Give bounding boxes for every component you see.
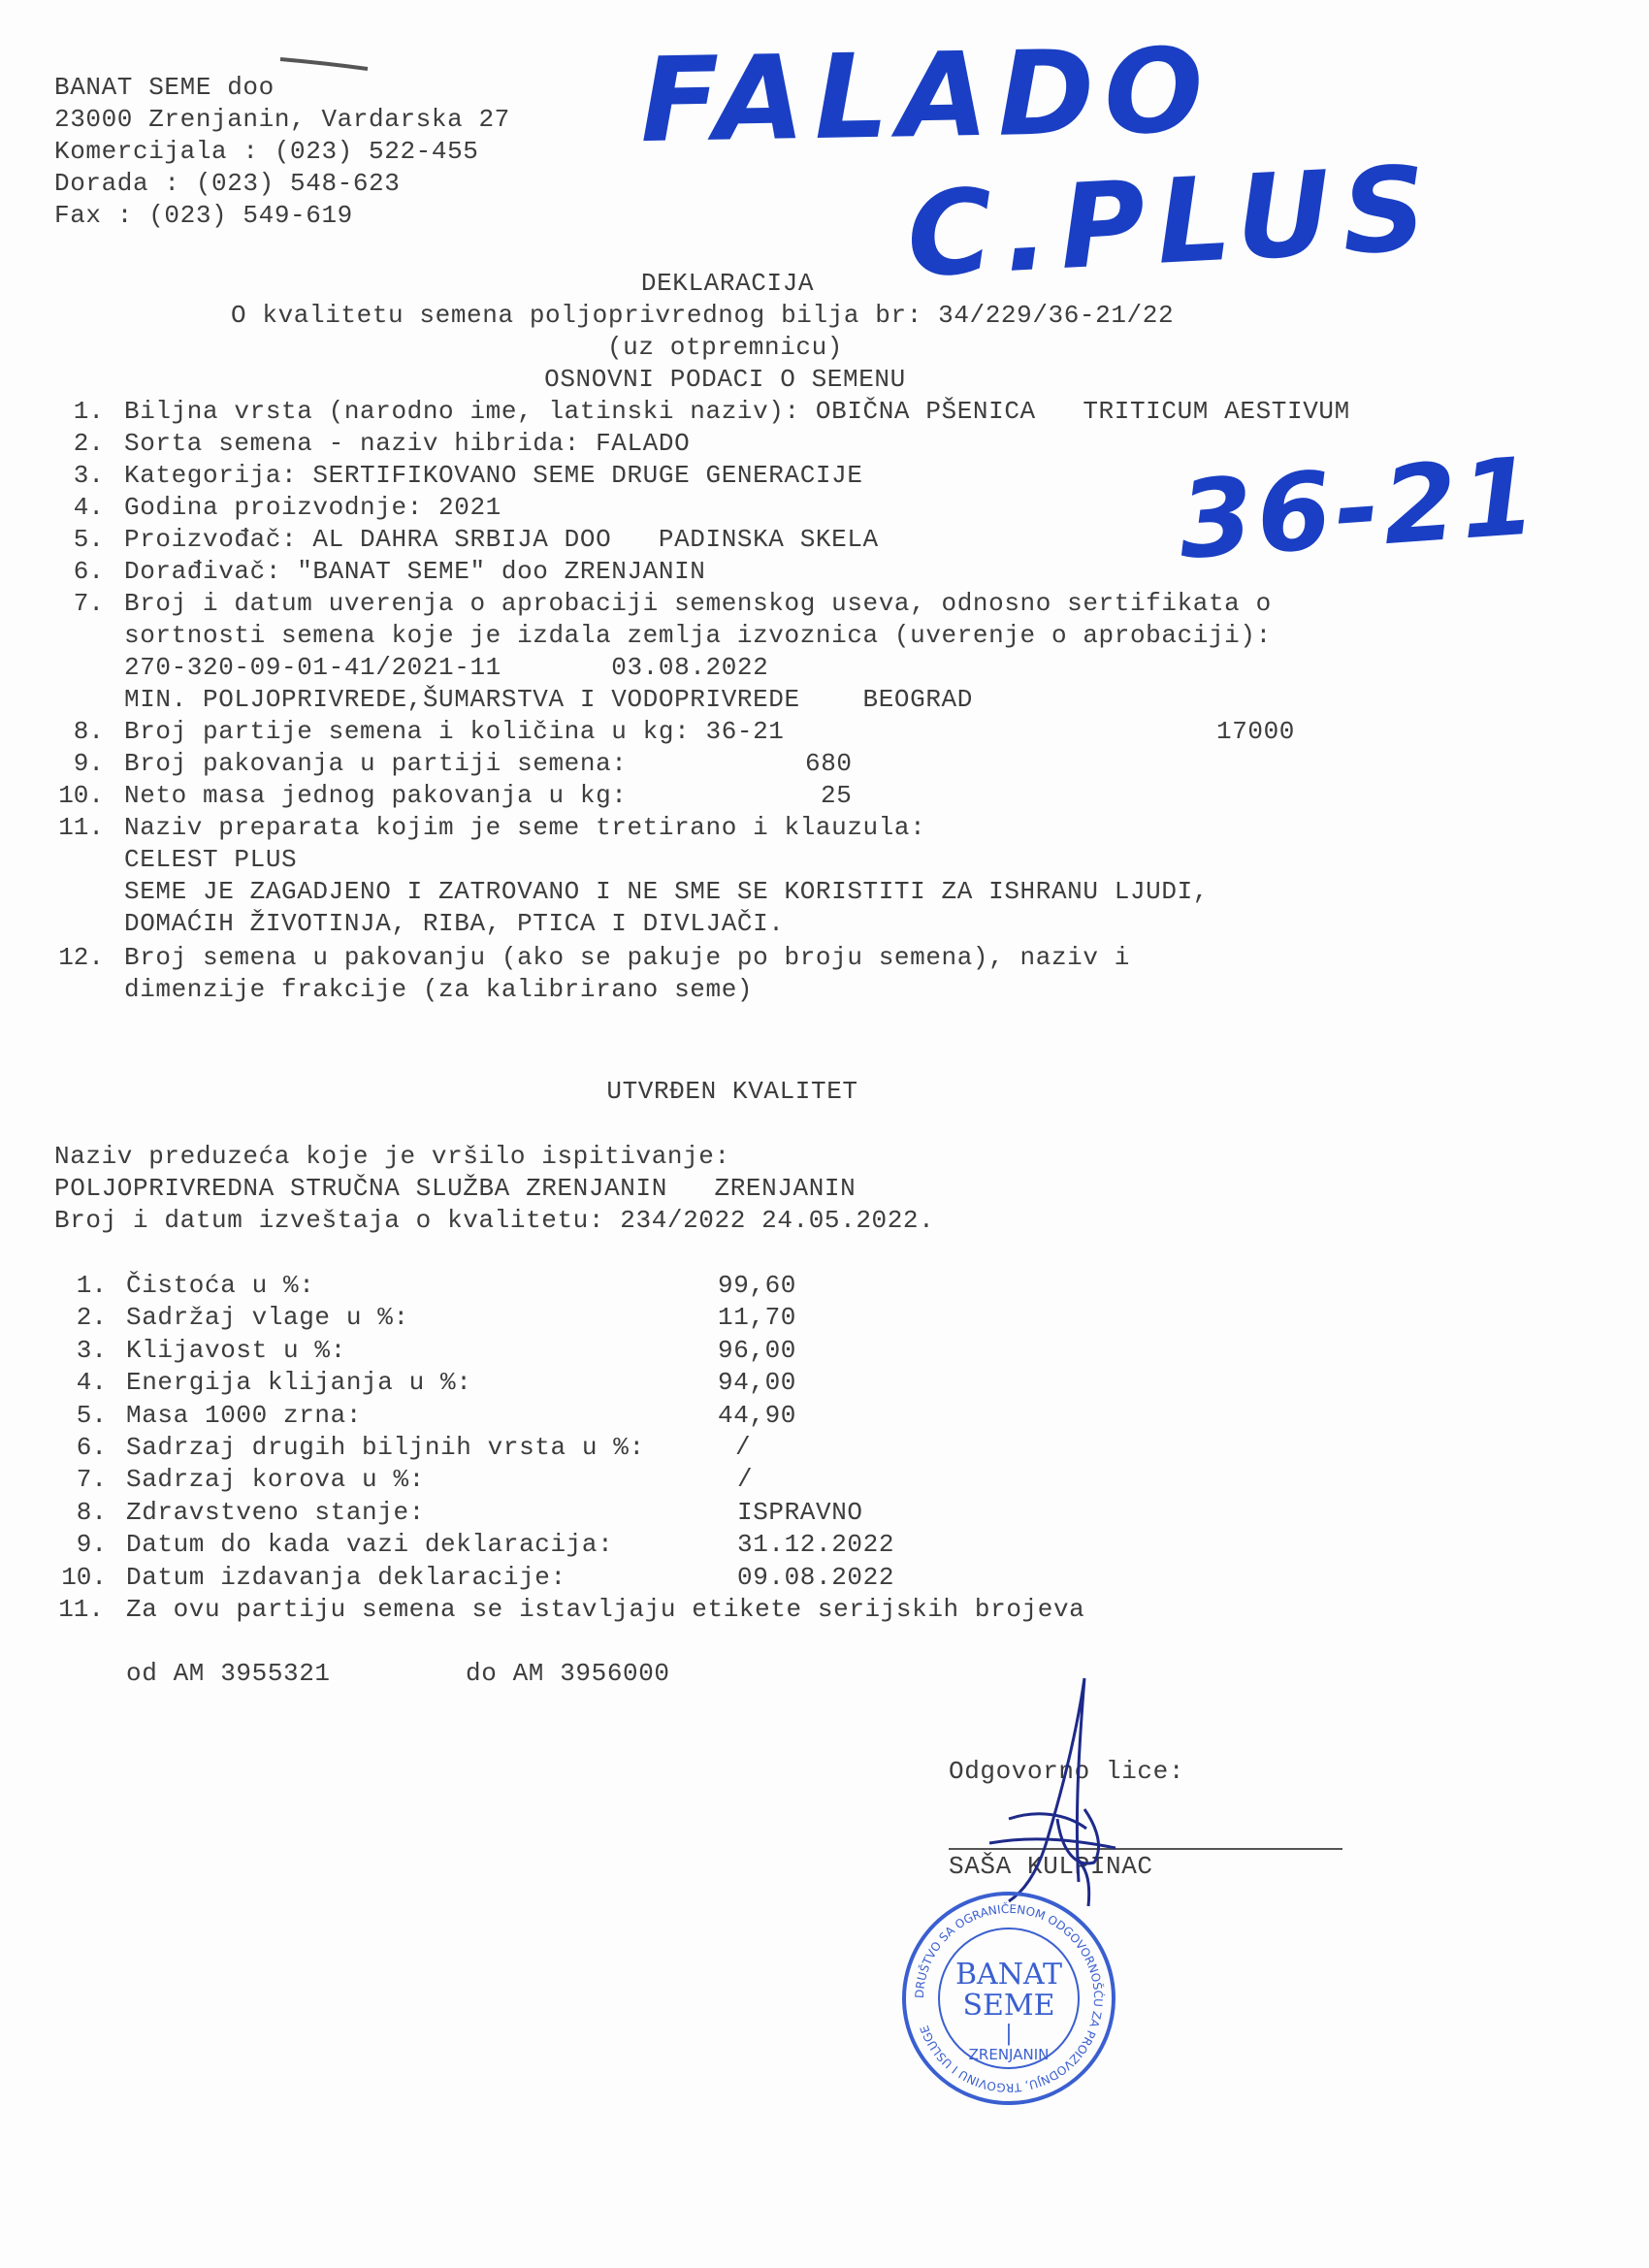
item-number: 4.	[73, 493, 104, 522]
quality-item-label: Čistoća u %:	[126, 1271, 315, 1300]
quality-item-label: Sadrzaj korova u %:	[126, 1465, 425, 1494]
item-number: 5.	[73, 525, 104, 554]
item-number: 10.	[58, 781, 104, 810]
item-processor: Dorađivač: "BANAT SEME" doo ZRENJANIN	[124, 557, 706, 586]
item-package-count: 680	[805, 749, 853, 778]
fax-number: Fax : (023) 549-619	[54, 201, 353, 230]
stamp-center-line3: |	[1005, 2022, 1013, 2046]
report-reference: Broj i datum izveštaja o kvalitetu: 234/2022 24.05.2022.	[54, 1206, 935, 1235]
quality-item-value: 31.12.2022	[737, 1530, 895, 1559]
quality-item-value: 99,60	[718, 1271, 797, 1300]
item-production-year: Godina proizvodnje: 2021	[124, 493, 501, 522]
quality-item-label: Datum do kada vazi deklaracija:	[126, 1530, 614, 1559]
item-number: 12.	[58, 943, 104, 972]
quality-item-label: Sadržaj vlage u %:	[126, 1303, 409, 1332]
quality-item-number: 3.	[76, 1336, 107, 1365]
item-number: 8.	[73, 717, 104, 746]
stamp-center-line1: BANAT	[955, 1958, 1062, 1992]
lab-name: POLJOPRIVREDNA STRUČNA SLUŽBA ZRENJANIN ZRENJANIN	[54, 1174, 857, 1203]
company-stamp	[897, 1887, 1120, 2110]
item-number: 11.	[58, 813, 104, 842]
item-treatment-label: Naziv preparata kojim je seme tretirano i klauzula:	[124, 813, 926, 842]
handwritten-variety: FALADO	[638, 23, 1214, 170]
stamp-city: ZRENJANIN	[968, 2046, 1050, 2063]
item-seed-count-line1: Broj semena u pakovanju (ako se pakuje po broju semena), naziv i	[124, 943, 1130, 972]
document-note: (uz otpremnicu)	[606, 333, 844, 362]
handwritten-signature	[970, 1673, 1145, 1916]
handwritten-lot-number: 36-21	[1174, 434, 1543, 583]
quality-item-number: 1.	[76, 1271, 107, 1300]
quality-item-value: 94,00	[718, 1368, 797, 1397]
stamp-center-line2: SEME	[962, 1989, 1055, 2023]
quality-item-label: Sadrzaj drugih biljnih vrsta u %:	[126, 1433, 645, 1462]
document-title: DEKLARACIJA	[640, 269, 815, 298]
item-number: 7.	[73, 589, 104, 618]
item-approval-line1: Broj i datum uverenja o aprobaciji semenskog useva, odnosno sertifikata o	[124, 589, 1272, 618]
item-number: 3.	[73, 461, 104, 490]
quality-item-number: 2.	[76, 1303, 107, 1332]
serial-labels-statement: Za ovu partiju semena se istavljaju etikete serijskih brojeva	[126, 1595, 1085, 1624]
item-number: 11.	[58, 1595, 104, 1624]
item-number: 2.	[73, 429, 104, 458]
quality-item-value: /	[737, 1465, 754, 1494]
quality-item-value: /	[735, 1433, 752, 1462]
quality-item-value: 11,70	[718, 1303, 797, 1332]
item-variety: Sorta semena - naziv hibrida: FALADO	[124, 429, 691, 458]
quality-item-label: Zdravstveno stanje:	[126, 1498, 425, 1527]
phone-komercijala: Komercijala : (023) 522-455	[54, 137, 479, 166]
quality-item-value: 96,00	[718, 1336, 797, 1365]
quality-item-value: 44,90	[718, 1401, 797, 1430]
section-heading-quality: UTVRĐEN KVALITET	[606, 1077, 858, 1106]
section-heading-basic: OSNOVNI PODACI O SEMENU	[544, 365, 906, 394]
item-number: 6.	[73, 557, 104, 586]
company-name: BANAT SEME doo	[54, 73, 275, 102]
quality-item-number: 10.	[61, 1563, 107, 1592]
quality-item-label: Klijavost u %:	[126, 1336, 346, 1365]
item-lot: Broj partije semena i količina u kg: 36-21	[124, 717, 785, 746]
item-seed-count-line2: dimenzije frakcije (za kalibrirano seme)	[124, 975, 754, 1004]
item-treatment-name: CELEST PLUS	[124, 845, 298, 874]
item-plant-species: Biljna vrsta (narodno ime, latinski naziv): OBIČNA PŠENICA TRITICUM AESTIVUM	[124, 397, 1350, 426]
quality-item-number: 8.	[76, 1498, 107, 1527]
responsible-person-name: SAŠA KULPINAC	[949, 1852, 1153, 1881]
item-producer: Proizvođač: AL DAHRA SRBIJA DOO PADINSKA SKELA	[124, 525, 879, 554]
quality-item-number: 7.	[76, 1465, 107, 1494]
lab-label: Naziv preduzeća koje je vršilo ispitivanje:	[54, 1142, 730, 1171]
item-lot-quantity: 17000	[1216, 717, 1296, 746]
item-number: 9.	[73, 749, 104, 778]
quality-item-number: 5.	[76, 1401, 107, 1430]
item-approval-authority: MIN. POLJOPRIVREDE,ŠUMARSTVA I VODOPRIVREDE BEOGRAD	[124, 685, 973, 714]
handwritten-treatment: C.PLUS	[903, 141, 1441, 305]
item-warning-line2: DOMAĆIH ŽIVOTINJA, RIBA, PTICA I DIVLJAČI.	[124, 909, 785, 938]
item-number: 1.	[73, 397, 104, 426]
item-package-count-label: Broj pakovanja u partiji semena:	[124, 749, 628, 778]
quality-item-value: ISPRAVNO	[737, 1498, 863, 1527]
item-category: Kategorija: SERTIFIKOVANO SEME DRUGE GENERACIJE	[124, 461, 863, 490]
quality-item-label: Energija klijanja u %:	[126, 1368, 472, 1397]
document-subtitle: O kvalitetu semena poljoprivrednog bilja br: 34/229/36-21/22	[231, 301, 1175, 330]
quality-item-number: 6.	[76, 1433, 107, 1462]
item-approval-line2: sortnosti semena koje je izdala zemlja izvoznica (uverenje o aprobaciji):	[124, 621, 1272, 650]
responsible-person-label: Odgovorno lice:	[949, 1757, 1185, 1786]
serial-to: do AM 3956000	[466, 1659, 670, 1688]
company-address: 23000 Zrenjanin, Vardarska 27	[54, 105, 510, 134]
quality-item-label: Datum izdavanja deklaracije:	[126, 1563, 566, 1592]
item-net-mass-label: Neto masa jednog pakovanja u kg:	[124, 781, 628, 810]
item-net-mass: 25	[821, 781, 853, 810]
item-warning-line1: SEME JE ZAGADJENO I ZATROVANO I NE SME SE KORISTITI ZA ISHRANU LJUDI,	[124, 877, 1209, 906]
pen-strike-mark	[276, 53, 373, 73]
item-approval-number: 270-320-09-01-41/2021-11 03.08.2022	[124, 653, 769, 682]
quality-item-number: 9.	[76, 1530, 107, 1559]
quality-item-number: 4.	[76, 1368, 107, 1397]
quality-item-value: 09.08.2022	[737, 1563, 895, 1592]
quality-item-label: Masa 1000 zrna:	[126, 1401, 363, 1430]
serial-from: od AM 3955321	[126, 1659, 331, 1688]
stamp-ring-text: DRUŠTVO SA OGRANIČENOM ODGOVORNOŠĆU ZA PROIZVODNJU, TRGOVINU I USLUGE	[912, 1901, 1106, 2095]
phone-dorada: Dorada : (023) 548-623	[54, 169, 401, 198]
